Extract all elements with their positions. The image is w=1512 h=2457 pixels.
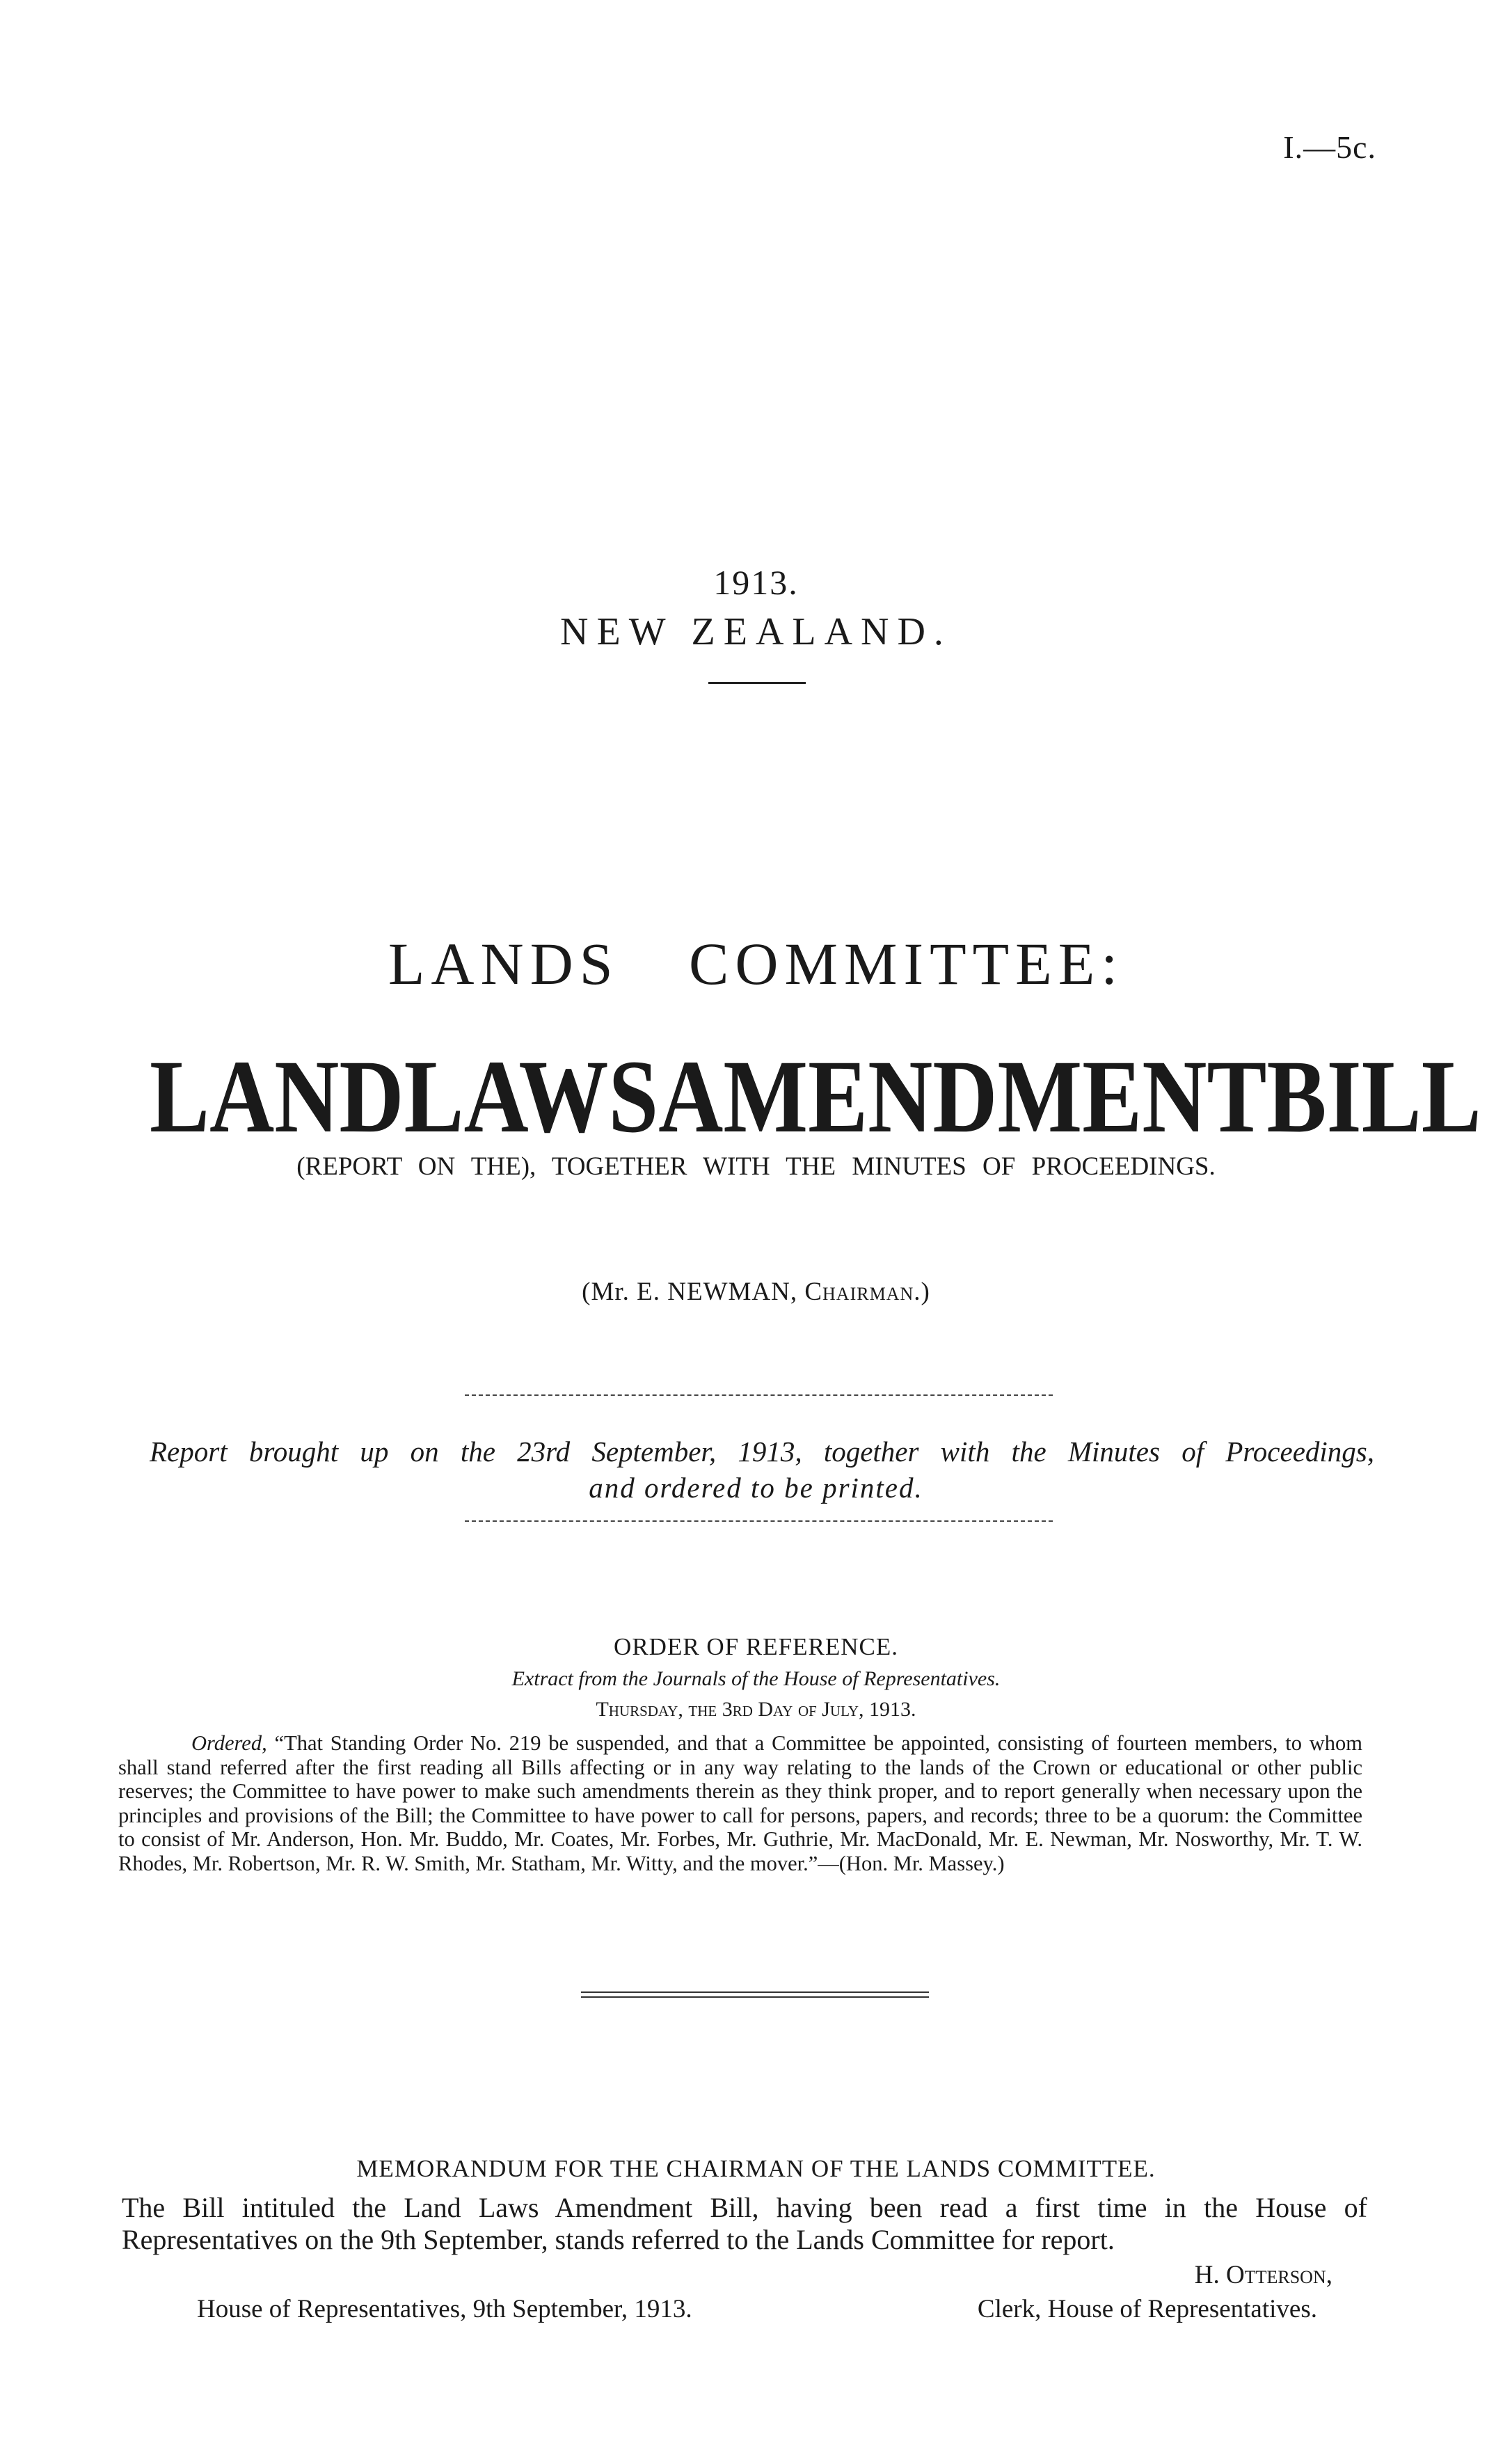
chairman-role: Chairman [804, 1278, 914, 1306]
divider [708, 682, 806, 684]
bill-title-word: AMENDMENT [658, 1039, 1267, 1154]
extract-source: Extract from the Journals of the House of Representatives. [511, 1667, 1001, 1690]
bill-title-word: BILL [1266, 1039, 1481, 1154]
bill-title [150, 1037, 1481, 1156]
order-date: Thursday, the 3rd Day of July, 1913. [596, 1698, 916, 1721]
bill-title-word: LAWS [404, 1039, 659, 1154]
signer-role: Clerk, House of Representatives. [977, 2295, 1317, 2323]
order-of-reference-body [118, 1731, 1362, 1875]
divider [465, 1394, 1053, 1396]
committee-title: LANDS COMMITTEE: [388, 930, 1124, 997]
document-reference: I.—5c. [1283, 129, 1376, 165]
chairman-name: (Mr. E. NEWMAN, [582, 1278, 805, 1306]
chairman-line [0, 1277, 1512, 1307]
memorandum-heading: MEMORANDUM FOR THE CHAIRMAN OF THE LANDS COMMITTEE. [356, 2155, 1156, 2182]
double-divider [581, 1991, 929, 1998]
country: NEW ZEALAND. [560, 610, 952, 653]
bill-title-word: LAND [150, 1039, 404, 1154]
chairman-close: .) [914, 1278, 930, 1306]
divider [465, 1520, 1053, 1522]
signer-name: H. Otterson, [1194, 2261, 1332, 2289]
order-text: “That Standing Order No. 219 be suspended, and that a Committee be appointed, consisting of fourteen members, to whom shall stand referred after the first reading all Bills affecting or in any way relating to the lands of the Crown or educational or other public reserves; the Committee to have power to make such amendments therein as they think proper, and to report generally when necessary upon the principles and provisions of the Bill; the Committee to have power to call for persons, papers, and records; three to be a quorum: the Committee to consist of Mr. Anderson, Hon. Mr. Buddo, Mr. Coates, Mr. Forbes, Mr. Guthrie, Mr. MacDonald, Mr. E. Newman, Mr. Nosworthy, Mr. T. W. Rhodes, Mr. Robertson, Mr. R. W. Smith, Mr. Statham, Mr. Witty, and the mover.”—(Hon. Mr. Massey.) [118, 1731, 1363, 1875]
place-date: House of Representatives, 9th September, 1913. [197, 2295, 692, 2323]
year: 1913. [713, 563, 799, 602]
report-line: Report brought up on the 23rd September, 1913, together with the Minutes of Proceedings, [150, 1436, 1374, 1468]
report-line: and ordered to be printed. [589, 1472, 923, 1504]
memorandum-body: The Bill intituled the Land Laws Amendment Bill, having been read a first time in the House of Representatives on the 9th September, stands referred to the Lands Committee for report. [122, 2192, 1367, 2255]
subtitle: (REPORT ON THE), TOGETHER WITH THE MINUTES OF PROCEEDINGS. [296, 1152, 1216, 1181]
order-of-reference-heading: ORDER OF REFERENCE. [614, 1633, 898, 1660]
ordered-label: Ordered, [191, 1731, 267, 1755]
